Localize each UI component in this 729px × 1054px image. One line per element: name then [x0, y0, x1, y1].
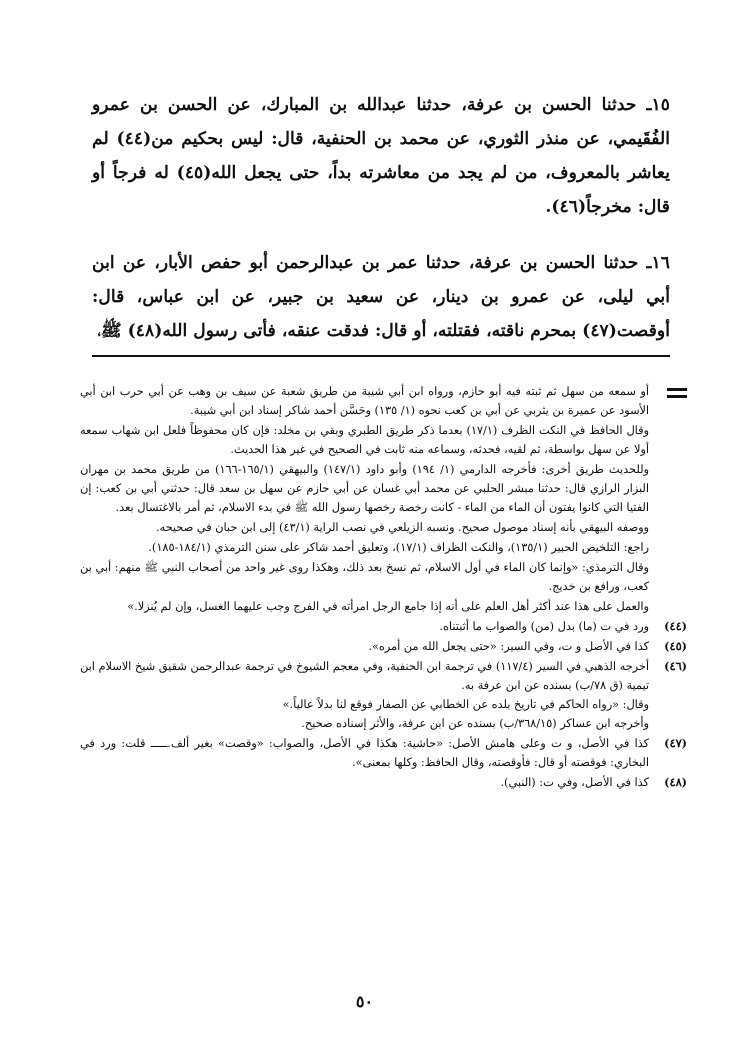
note-47	[80, 734, 687, 772]
footnote-paragraph: راجع: التلخيص الحبير (١٣٥/١)، والنكت الظراف (١٧/١)، وتعليق أحمد شاكر على سنن الترمذي (١٨٤/١-١٨٥).	[148, 541, 649, 554]
continued-footnote	[80, 382, 687, 616]
page-number: ٥٠	[355, 992, 374, 1011]
footnote-paragraph: أو سمعه من سهل ثم ثبته فيه أبو حازم، ورواه ابن أبي شيبة من طريق شعبة عن سيف بن وهب عن أبي حرب ابن أبي الأسود عن عميرة بن يثربي عن أبي بن كعب نحوه (١/ ١٣٥) وحَسَّن أحمد شاكر إسناد ابن أبي شيبة.	[80, 385, 649, 417]
note-text: وقال: «رواه الحاكم في تاريخ بلده عن الخطابي عن الصفار فوقع لنا بدلاً عالياً.»	[282, 698, 649, 711]
note-46	[80, 657, 687, 733]
note-number: (٤٦)	[664, 659, 687, 673]
note-text: كذا في الأصل، وفي ت: (النبي).	[500, 776, 649, 789]
note-number: (٤٨)	[664, 775, 687, 789]
footnote-paragraph: وللحديث طريق أخرى: فأخرجه الدارمي (١/ ١٩٤) وأبو داود (١٤٧/١) والبيهقي (١٦٥/١-١٦٦) من طريق محمد بن مهران البزار الرازي قال: حدثنا مبشر الحلبي عن محمد أبي غسان عن أبي حازم عن سهل بن سعد قال: حدثني أبي بن كعب: إن الفتيا التي كانوا يفتون أن الماء من الماء - كانت رخصة رخصها رسول الله ﷺ في بدء الاسلام، ثم أمر بالاغتسال بعد.	[80, 463, 649, 514]
footnote-paragraph: وقال الحافظ في النكت الظرف (١٧/١) بعدما ذكر طريق الطبري وبقي بن مخلد: فإن كان محفوظاً فلعل ابن شهاب سمعه أولا عن سهل بواسطة، ثم لقيه، فحدثه، وسماعه منه ثابت في الصحيح في غير هذا الحديث.	[80, 424, 649, 456]
footnote-paragraph: والعمل على هذا عند أكثر أهل العلم على أنه إذا جامع الرجل امرأته في الفرج وجب عليهما الغسل، وإن لم يُنزلا.»	[127, 600, 649, 613]
footnote-paragraph: وقال الترمذي: «وإنما كان الماء في أول الاسلام، ثم نسخ بعد ذلك، وهكذا روى غير واحد من أصحاب النبي ﷺ منهم: أبي بن كعب، ورافع بن خديج.	[80, 561, 649, 593]
footnote-paragraph: ووصفه البيهقي بأنه إسناد موصول صحيح. ونسبه الزيلعي في نصب الراية (٤٣/١) إلى ابن حبان في صحيحه.	[155, 521, 649, 534]
hadith-16: ١٦ـ حدثنا الحسن بن عرفة، حدثنا عمر بن عبدالرحمن أبو حفص الأبار، عن ابن أبي ليلى، عن عمرو بن دينار، عن سعيد بن جبير، عن ابن عباس، قال: أوقصت(٤٧) بمحرم ناقته، فقتلته، أو قال: فدقت عنقه، فأتى رسول الله(٤٨) ﷺ،	[92, 253, 670, 341]
note-text: كذا في الأصل، و ت وعلى هامش الأصل: «حاشية: هكذا في الأصل، والصواب: «وقصت» بغير ألف.ـــــ قلت: ورد في البخاري: فوقصته أو قال: فأوقصته، وقال الحافظ: وكلها بمعنى».	[80, 737, 649, 769]
main-text	[92, 88, 670, 370]
note-text: أخرجه الذهبي في السير (١١٧/٤) في ترجمة ابن الحنفية، وفي معجم الشيوخ في ترجمة عبدالرحمن شقيق شيخ الاسلام ابن تيمية (ق ٧٨/ب) بسنده عن ابن عرفة به.	[80, 660, 650, 692]
note-text: وأخرجه ابن عساكر (٣٦٨/١٥/ب) بسنده عن ابن عرفة، والأثر إسناده صحيح.	[301, 717, 649, 730]
note-number: (٤٧)	[664, 736, 687, 750]
note-48	[80, 773, 687, 792]
note-45	[80, 637, 687, 656]
note-text: ورد في ت (ما) بدل (من) والصواب ما أثبتناه.	[439, 620, 649, 633]
note-text: كذا في الأصل و ت، وفي السير: «حتى يجعل الله من أمره».	[368, 640, 649, 653]
continuation-mark-icon	[667, 388, 687, 398]
footnotes	[80, 382, 687, 793]
note-number: (٤٤)	[664, 619, 687, 633]
note-number: (٤٥)	[664, 639, 687, 653]
footnote-separator	[92, 355, 670, 357]
hadith-15: ١٥ـ حدثنا الحسن بن عرفة، حدثنا عبدالله بن المبارك، عن الحسن بن عمرو الفُقَيمي، عن منذر الثوري، عن محمد بن الحنفية، قال: ليس بحكيم من(٤٤) لم يعاشر بالمعروف، من لم يجد من معاشرته بداً، حتى يجعل الله(٤٥) له فرجاً أو قال: مخرجاً(٤٦).	[92, 95, 671, 217]
note-44	[80, 617, 687, 636]
